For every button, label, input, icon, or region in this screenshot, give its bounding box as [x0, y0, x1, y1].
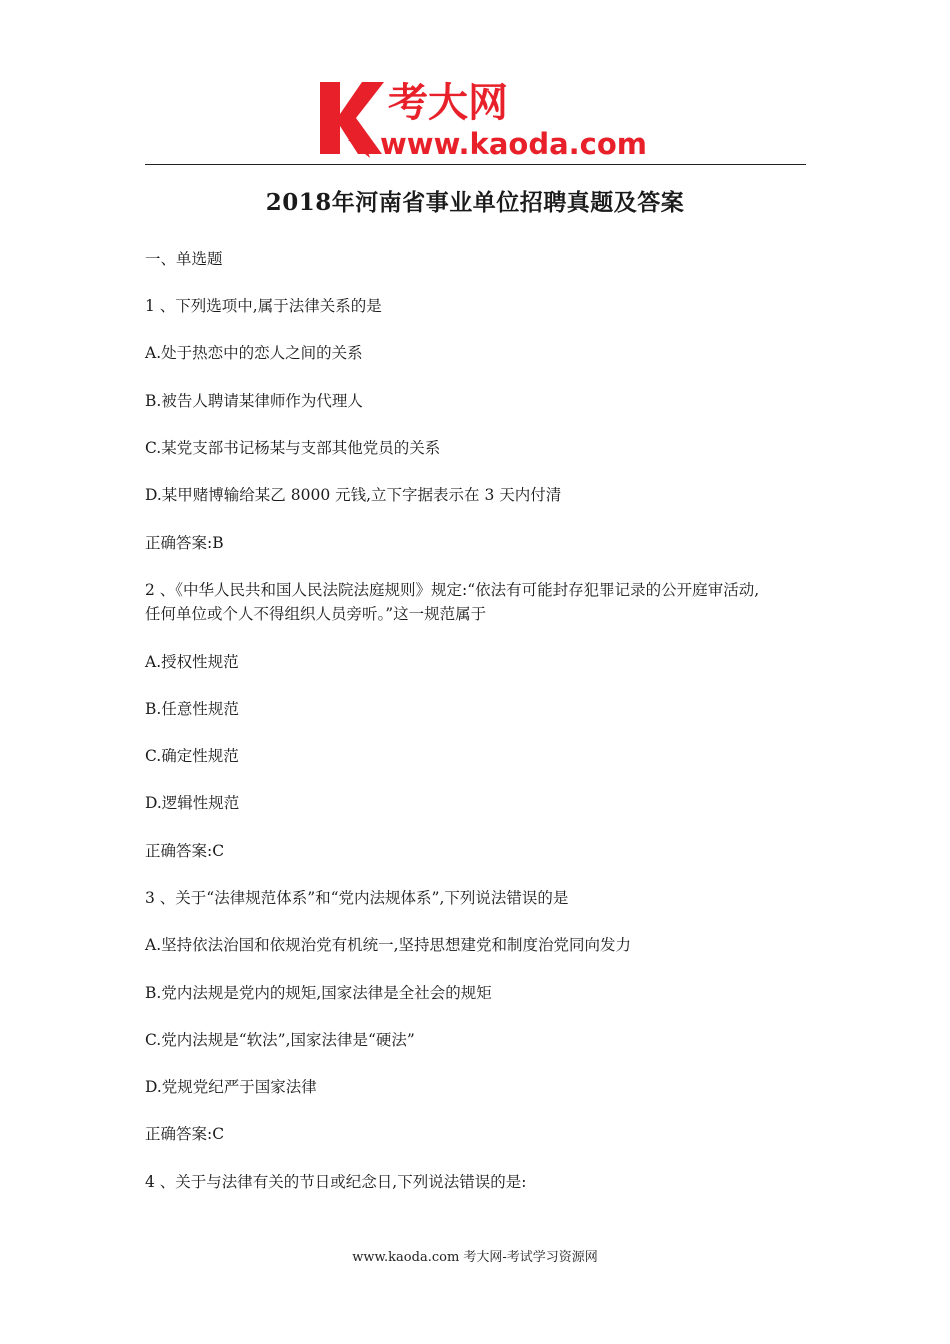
question-stem: 任何单位或个人不得组织人员旁听。”这一规范属于	[145, 605, 487, 623]
logo-cn-text: 考大网	[388, 80, 508, 126]
logo-url-text: www.kaoda.com	[380, 127, 647, 160]
option: D.逻辑性规范	[145, 794, 240, 812]
answer: 正确答案:C	[145, 1125, 225, 1143]
option: C.某党支部书记杨某与支部其他党员的关系	[145, 439, 441, 457]
answer: 正确答案:B	[145, 534, 224, 552]
option: D.党规党纪严于国家法律	[145, 1078, 317, 1096]
option: A.处于热恋中的恋人之间的关系	[145, 344, 363, 362]
question-stem: 4 、关于与法律有关的节日或纪念日,下列说法错误的是:	[145, 1173, 527, 1191]
option: C.确定性规范	[145, 747, 239, 765]
question-stem: 3 、关于“法律规范体系”和“党内法规体系”,下列说法错误的是	[145, 889, 569, 907]
option: B.被告人聘请某律师作为代理人	[145, 392, 363, 410]
header-rule	[145, 164, 806, 165]
document-title: 2018年河南省事业单位招聘真题及答案	[265, 189, 685, 216]
kaoda-logo	[318, 78, 648, 160]
answer: 正确答案:C	[145, 842, 225, 860]
page-footer: www.kaoda.com 考大网-考试学习资源网	[352, 1250, 598, 1265]
option: B.党内法规是党内的规矩,国家法律是全社会的规矩	[145, 984, 492, 1002]
question-stem: 1 、下列选项中,属于法律关系的是	[145, 297, 382, 315]
option: A.坚持依法治国和依规治党有机统一,坚持思想建党和制度治党同向发力	[145, 936, 632, 954]
section-heading: 一、单选题	[145, 250, 223, 268]
question-stem: 2 、《中华人民共和国人民法院法庭规则》规定:“依法有可能封存犯罪记录的公开庭审活动,	[145, 581, 760, 599]
option: A.授权性规范	[145, 653, 239, 671]
option: B.任意性规范	[145, 700, 239, 718]
option: D.某甲赌博输给某乙 8000 元钱,立下字据表示在 3 天内付清	[145, 486, 562, 504]
option: C.党内法规是“软法”,国家法律是“硬法”	[145, 1031, 415, 1049]
